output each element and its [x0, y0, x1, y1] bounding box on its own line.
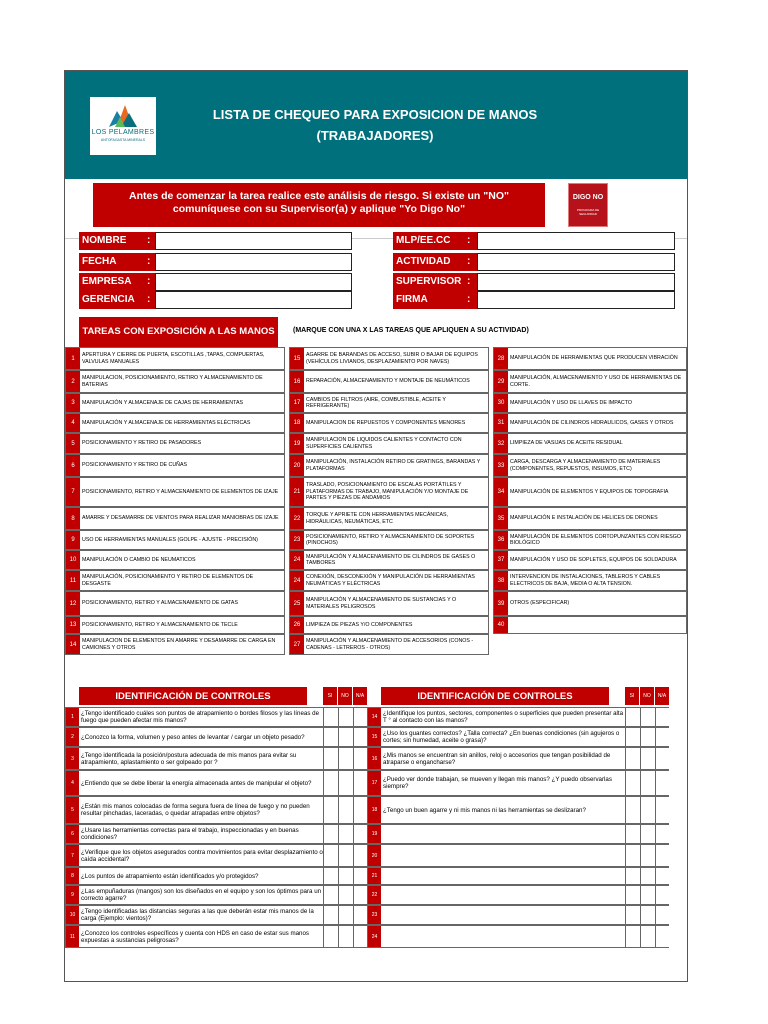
field-input-mlp-ee-cc[interactable] — [477, 232, 675, 250]
task-number: 5 — [66, 434, 80, 453]
task-item[interactable] — [289, 507, 489, 530]
answer-box-na[interactable] — [655, 886, 670, 904]
control-row — [65, 905, 367, 925]
task-item[interactable] — [289, 370, 489, 393]
task-item[interactable] — [289, 634, 489, 655]
task-label: POSICIONAMIENTO Y RETIRO DE CUÑAS — [82, 462, 188, 469]
answer-box-na[interactable] — [353, 748, 368, 769]
task-number: 20 — [290, 455, 304, 476]
task-number: 30 — [494, 394, 508, 412]
control-question — [383, 825, 625, 843]
answer-box-si[interactable] — [625, 708, 640, 726]
task-number: 37 — [494, 551, 508, 569]
company-logo — [90, 97, 156, 155]
control-question — [383, 926, 625, 947]
answer-box-na[interactable] — [353, 906, 368, 924]
task-label: MANIPULACION DE ELEMENTOS EN AMARRE Y DESAMARRE DE CARGA EN CAMIONES Y OTROS — [82, 638, 276, 651]
task-item[interactable] — [493, 530, 687, 550]
answer-box-no[interactable] — [338, 868, 353, 884]
task-label: MANIPULACIÓN Y ALMACENAJE DE HERRAMIENTAS ELÉCTRICAS — [82, 419, 251, 426]
task-item[interactable] — [493, 507, 687, 530]
control-row — [65, 747, 367, 770]
control-number: 19 — [368, 825, 381, 843]
answer-box-no[interactable] — [338, 748, 353, 769]
control-row — [65, 844, 367, 867]
task-label: MANIPULACIÓN DE CILINDROS HIDRAULICOS, GASES Y OTROS — [510, 419, 674, 426]
control-question: ¿Uso los guantes correctos? ¿Talla correcta? ¿En buenas condiciones (sin agujeros o cortes; sin humedad, aceite o grasa)? — [383, 730, 620, 744]
task-item[interactable] — [65, 507, 285, 530]
control-row — [367, 727, 669, 747]
column-header-si: SI — [624, 687, 639, 705]
control-question: ¿Tengo identificada la posición/postura adecuada de mis manos para evitar su atrapamiento, aplastamiento o ser golpeado por ? — [81, 751, 297, 766]
answer-box-no[interactable] — [338, 906, 353, 924]
task-number: 9 — [66, 531, 80, 549]
task-label: CONEXIÓN, DESCONEXIÓN Y MANIPULACIÓN DE HERRAMIENTAS NEUMÁTICAS Y ELÉCTRICAS — [306, 574, 475, 587]
answer-box-no[interactable] — [640, 845, 655, 866]
control-row — [367, 770, 669, 796]
control-question: ¿Las empuñaduras (mangos) son los diseñados en el equipo y son los óptimos para un correcto agarre? — [81, 888, 322, 902]
warning-banner: Antes de comenzar la tarea realice este análisis de riesgo. Si existe un "NO" comuníquese con su Supervisor(a) y aplique "Yo Digo No" — [93, 183, 545, 227]
answer-box-si[interactable] — [625, 728, 640, 746]
field-input-supervisor[interactable] — [477, 273, 675, 291]
answer-box-si[interactable] — [323, 797, 338, 823]
control-row — [65, 770, 367, 796]
task-item[interactable] — [65, 370, 285, 393]
control-question: ¿Identifique los puntos, sectores, componentes o superficies que pueden presentar alta T ° al contacto con las manos? — [383, 710, 624, 724]
field-label-nombre: NOMBRE : — [79, 232, 155, 250]
answer-box-no[interactable] — [640, 771, 655, 795]
task-item[interactable] — [289, 570, 489, 591]
answer-box-no[interactable] — [640, 797, 655, 823]
task-number: 27 — [290, 635, 304, 654]
task-number: 40 — [494, 617, 508, 633]
task-number: 18 — [290, 414, 304, 432]
task-label: MANIPULACIÓN Y ALMACENAMIENTO DE SUSTANCIAS Y O MATERIALES PELIGROSOS — [306, 597, 457, 610]
task-number: 24 — [290, 551, 304, 569]
control-question: ¿Entiendo que se debe liberar la energía almacenada antes de manipular el objeto? — [81, 779, 312, 787]
answer-box-na[interactable] — [353, 771, 368, 795]
control-number: 3 — [66, 748, 79, 769]
task-label: CARGA, DESCARGA Y ALMACENAMIENTO DE MATERIALES (COMPONENTES, REPUESTOS, INSUMOS, ETC) — [510, 459, 661, 472]
control-question: ¿Tengo un buen agarre y ni mis manos ni las herramientas se deslizaran? — [383, 806, 586, 814]
answer-box-na[interactable] — [353, 728, 368, 746]
control-number: 16 — [368, 748, 381, 769]
task-label: LIMPIEZA DE VASIJAS DE ACEITE RESIDUAL — [510, 440, 623, 447]
control-number: 4 — [66, 771, 79, 795]
task-number: 26 — [290, 617, 304, 633]
field-input-nombre[interactable] — [155, 232, 352, 250]
answer-box-si[interactable] — [625, 797, 640, 823]
control-number: 14 — [368, 708, 381, 726]
control-number: 2 — [66, 728, 79, 746]
answer-box-no[interactable] — [640, 868, 655, 884]
control-row — [65, 885, 367, 905]
answer-box-na[interactable] — [353, 845, 368, 866]
answer-box-si[interactable] — [323, 845, 338, 866]
answer-box-si[interactable] — [625, 825, 640, 843]
column-header-no: NO — [639, 687, 654, 705]
field-input-firma[interactable] — [477, 291, 675, 309]
control-row — [65, 707, 367, 727]
task-number: 28 — [494, 348, 508, 369]
task-number: 39 — [494, 592, 508, 615]
task-label: POSICIONAMIENTO Y RETIRO DE PASADORES — [82, 440, 202, 447]
answer-box-na[interactable] — [655, 748, 670, 769]
answer-box-si[interactable] — [323, 886, 338, 904]
control-row — [65, 925, 367, 948]
field-label-firma: FIRMA : — [393, 291, 477, 309]
answer-box-no[interactable] — [338, 728, 353, 746]
task-number: 3 — [66, 394, 80, 412]
task-item[interactable] — [289, 591, 489, 616]
field-label-gerencia: GERENCIA : — [79, 291, 155, 309]
control-row — [65, 824, 367, 844]
task-item[interactable] — [493, 570, 687, 591]
answer-box-na[interactable] — [655, 906, 670, 924]
task-label: MANIPULACIÓN Y USO DE SOPLETES, EQUIPOS DE SOLDADURA — [510, 556, 677, 563]
column-header-si: SI — [322, 687, 337, 705]
control-question: ¿Conozco la forma, volumen y peso antes de levantar / cargar un objeto pesado? — [81, 733, 305, 741]
control-number: 8 — [66, 868, 79, 884]
task-number: 16 — [290, 371, 304, 392]
task-number: 21 — [290, 478, 304, 506]
page-subtitle: (TRABAJADORES) — [316, 128, 434, 143]
answer-box-na[interactable] — [353, 926, 368, 947]
task-item[interactable] — [493, 413, 687, 433]
task-number: 15 — [290, 348, 304, 369]
answer-box-no[interactable] — [338, 926, 353, 947]
control-row — [65, 796, 367, 824]
badge-sublabel: PROGRAMA DE SEGURIDAD — [576, 208, 600, 216]
task-number: 35 — [494, 508, 508, 529]
answer-box-si[interactable] — [323, 748, 338, 769]
controls-title-right: IDENTIFICACIÓN DE CONTROLES — [381, 687, 609, 705]
task-label: MANIPULACIÓN Y ALMACENAMIENTO DE CILINDROS DE GASES O TAMBORES — [306, 553, 476, 566]
answer-box-na[interactable] — [353, 886, 368, 904]
task-label: REPARACIÓN, ALMACENAMIENTO Y MONTAJE DE NEUMÁTICOS — [306, 378, 470, 385]
control-row — [367, 925, 669, 948]
task-label: MANIPULACIÓN Y USO DE LLAVES DE IMPACTO — [510, 399, 632, 406]
task-label: MANIPULACIÓN Y ALMACENAJE DE CAJAS DE HERRAMIENTAS — [82, 399, 244, 406]
control-question: ¿Los puntos de atrapamiento están identificados y/o protegidos? — [81, 872, 259, 880]
task-item[interactable] — [65, 550, 285, 570]
task-label: TORQUE Y APRIETE CON HERRAMIENTAS MECÁNICAS, HIDRÁULICAS, NEUMÁTICAS, ETC — [306, 512, 449, 525]
task-item[interactable] — [493, 591, 687, 616]
answer-box-si[interactable] — [625, 906, 640, 924]
column-header-na: N/A — [352, 687, 367, 705]
task-item[interactable] — [65, 347, 285, 370]
answer-box-si[interactable] — [323, 708, 338, 726]
answer-box-na[interactable] — [655, 708, 670, 726]
answer-box-no[interactable] — [338, 708, 353, 726]
task-item[interactable] — [65, 433, 285, 454]
control-question — [383, 868, 625, 884]
answer-box-na[interactable] — [353, 797, 368, 823]
answer-box-na[interactable] — [655, 825, 670, 843]
task-label: USO DE HERRAMIENTAS MANUALES (GOLPE - AJUSTE - PRECISIÓN) — [82, 536, 258, 543]
task-number: 34 — [494, 478, 508, 506]
control-number: 18 — [368, 797, 381, 823]
task-number: 4 — [66, 414, 80, 432]
task-item[interactable] — [493, 454, 687, 477]
answer-box-si[interactable] — [323, 926, 338, 947]
task-item[interactable] — [289, 413, 489, 433]
task-label: AMARRE Y DESAMARRE DE VIENTOS PARA REALIZAR MANIOBRAS DE IZAJE — [82, 515, 279, 522]
task-label: MANIPULACIÓN Y ALMACENAMIENTO DE ACCESORIOS (CONOS - CADENAS - LETREROS - OTROS) — [306, 638, 474, 651]
task-number: 7 — [66, 478, 80, 506]
task-label: MANIPULACIÓN DE HERRAMIENTAS QUE PRODUCEN VIBRACIÓN — [510, 355, 678, 362]
task-number: 32 — [494, 434, 508, 453]
answer-box-no[interactable] — [338, 825, 353, 843]
task-label — [510, 618, 684, 632]
logo-subtitle: ANTOFAGASTA MINERALS — [100, 138, 146, 142]
task-number: 17 — [290, 394, 304, 412]
task-label: POSICIONAMIENTO, RETIRO Y ALMACENAMIENTO DE TECLE — [82, 621, 238, 628]
control-number: 5 — [66, 797, 79, 823]
control-question: ¿Mis manos se encuentran sin anillos, reloj o accesorios que tengan posibilidad de atraparse o engancharse? — [383, 751, 611, 766]
task-item[interactable] — [65, 570, 285, 591]
task-label: INTERVENCION DE INSTALACIONES, TABLEROS Y CABLES ELECTRICOS DE BAJA, MEDIA O ALTA TENSION. — [510, 574, 661, 587]
control-question — [383, 886, 625, 904]
task-item[interactable] — [289, 347, 489, 370]
task-item[interactable] — [289, 454, 489, 477]
mountain-logo-icon — [107, 99, 139, 129]
answer-box-na[interactable] — [655, 868, 670, 884]
task-item[interactable] — [65, 634, 285, 655]
answer-box-no[interactable] — [338, 797, 353, 823]
control-row — [367, 867, 669, 885]
control-number: 20 — [368, 845, 381, 866]
task-item[interactable] — [289, 616, 489, 634]
control-number: 6 — [66, 825, 79, 843]
answer-box-no[interactable] — [640, 728, 655, 746]
control-question — [383, 845, 625, 866]
task-label: POSICIONAMIENTO, RETIRO Y ALMACENAMIENTO DE ELEMENTOS DE IZAJE — [82, 488, 279, 495]
control-number: 1 — [66, 708, 79, 726]
task-number: 6 — [66, 455, 80, 476]
task-item[interactable] — [493, 477, 687, 507]
task-item[interactable] — [65, 454, 285, 477]
control-question: ¿Puedo ver donde trabajan, se mueven y llegan mis manos? ¿Y puedo observarlas siempre? — [383, 776, 612, 790]
tasks-section-title: TAREAS CON EXPOSICIÓN A LAS MANOS — [79, 317, 278, 347]
field-label-fecha: FECHA : — [79, 253, 155, 271]
control-question: ¿Tengo identificadas las distancias seguras a las que deberán estar mis manos de la carga (Ejemplo: vientos)? — [81, 908, 314, 922]
answer-box-si[interactable] — [625, 748, 640, 769]
control-question: ¿Tengo identificado cuáles son puntos de atrapamiento o bordes filosos y las líneas de fuego que pueden afectar mis manos? — [81, 710, 320, 724]
task-number: 13 — [66, 617, 80, 633]
column-header-na: N/A — [654, 687, 669, 705]
task-label: MANIPULACIÓN, POSICIONAMIENTO Y RETIRO DE ELEMENTOS DE DESGASTE — [82, 574, 254, 587]
task-number: 33 — [494, 455, 508, 476]
task-item[interactable] — [289, 550, 489, 570]
answer-box-na[interactable] — [353, 708, 368, 726]
task-item[interactable] — [65, 477, 285, 507]
answer-box-na[interactable] — [655, 771, 670, 795]
control-row — [367, 905, 669, 925]
task-label: AGARRE DE BARANDAS DE ACCESO, SUBIR O BAJAR DE EQUIPOS (VEHÍCULOS LIVIANOS, DESPLAZAMIENTO POR NAVES) — [306, 352, 478, 365]
task-label: MANIPULACIÓN E INSTALACIÓN DE HELICES DE DRONES — [510, 515, 658, 522]
answer-box-si[interactable] — [323, 771, 338, 795]
yo-digo-no-badge — [568, 183, 608, 227]
answer-box-si[interactable] — [625, 926, 640, 947]
control-row — [367, 844, 669, 867]
task-item[interactable] — [65, 530, 285, 550]
answer-box-no[interactable] — [338, 886, 353, 904]
task-number: 22 — [290, 508, 304, 529]
task-label: MANIPULACIÓN, INSTALACIÓN RETIRO DE GRATINGS, BARANDAS Y PLATAFORMAS — [306, 459, 481, 472]
header — [65, 71, 687, 179]
task-item[interactable] — [493, 393, 687, 413]
task-number: 25 — [290, 592, 304, 615]
task-number: 12 — [66, 592, 80, 615]
checklist-sheet — [64, 70, 688, 982]
control-row — [367, 796, 669, 824]
field-input-fecha[interactable] — [155, 253, 352, 271]
task-label: APERTURA Y CIERRE DE PUERTA, ESCOTILLAS ,TAPAS, COMPUERTAS, VALVULAS MANUALES — [82, 352, 265, 365]
control-number: 22 — [368, 886, 381, 904]
task-item[interactable] — [289, 477, 489, 507]
control-number: 23 — [368, 906, 381, 924]
task-label: MANIPULACIÓN O CAMBIO DE NEUMATICOS — [82, 556, 196, 563]
task-label: TRASLADO, POSICIONAMIENTO DE ESCALAS PORTÁTILES Y PLATAFORMAS DE TRABAJO, MANIPULACIÓN Y/O MONTAJE DE PARTES Y PIEZAS DE ANDAMIOS — [306, 482, 469, 502]
answer-box-na[interactable] — [353, 868, 368, 884]
task-number: 2 — [66, 371, 80, 392]
control-number: 24 — [368, 926, 381, 947]
control-row — [367, 824, 669, 844]
answer-box-no[interactable] — [640, 748, 655, 769]
answer-box-na[interactable] — [655, 728, 670, 746]
answer-box-no[interactable] — [640, 708, 655, 726]
field-label-actividad: ACTIVIDAD : — [393, 253, 477, 271]
badge-label: DIGO NO — [572, 194, 604, 201]
task-item[interactable] — [65, 616, 285, 634]
control-row — [65, 867, 367, 885]
column-header-no: NO — [337, 687, 352, 705]
task-item[interactable] — [493, 550, 687, 570]
tasks-instruction: (MARQUE CON UNA X LAS TAREAS QUE APLIQUEN A SU ACTIVIDAD) — [293, 327, 529, 334]
task-number: 19 — [290, 434, 304, 453]
task-item[interactable] — [493, 370, 687, 393]
task-label: MANIPULACION DE LIQUIDOS CALIENTES Y CONTACTO CON SUPERFICIES CALIENTES — [306, 437, 462, 450]
task-item[interactable] — [65, 393, 285, 413]
control-question: ¿Verifique que los objetos asegurados contra movimientos para evitar desplazamiento o caída accidental? — [81, 848, 323, 863]
answer-box-si[interactable] — [323, 868, 338, 884]
task-item[interactable] — [493, 347, 687, 370]
task-number: 23 — [290, 531, 304, 549]
task-number: 24 — [290, 571, 304, 590]
task-number: 8 — [66, 508, 80, 529]
control-row — [367, 885, 669, 905]
field-label-empresa: EMPRESA : — [79, 273, 155, 291]
answer-box-si[interactable] — [323, 728, 338, 746]
field-label-supervisor: SUPERVISOR : — [393, 273, 477, 291]
answer-box-no[interactable] — [338, 771, 353, 795]
answer-box-si[interactable] — [323, 825, 338, 843]
answer-box-no[interactable] — [640, 825, 655, 843]
task-number: 14 — [66, 635, 80, 654]
task-item[interactable] — [289, 393, 489, 413]
task-number: 36 — [494, 531, 508, 549]
task-label: MANIPULACIÓN, ALMACENAMIENTO Y USO DE HERRAMIENTAS DE CORTE. — [510, 375, 682, 388]
control-number: 21 — [368, 868, 381, 884]
answer-box-si[interactable] — [323, 906, 338, 924]
control-number: 7 — [66, 845, 79, 866]
control-number: 11 — [66, 926, 79, 947]
task-item[interactable] — [493, 616, 687, 634]
task-number: 31 — [494, 414, 508, 432]
answer-box-si[interactable] — [625, 886, 640, 904]
task-item[interactable] — [493, 433, 687, 454]
control-number: 9 — [66, 886, 79, 904]
control-question: ¿Conozco los controles específicos y cuenta con HDS en caso de estar sus manos expuestas a sustancias peligrosas? — [81, 929, 310, 944]
task-item[interactable] — [65, 413, 285, 433]
answer-box-no[interactable] — [640, 886, 655, 904]
control-question — [383, 906, 625, 924]
task-number: 38 — [494, 571, 508, 590]
control-question: ¿Están mis manos colocadas de forma segura fuera de línea de fuego y no pueden resultar pinchadas, laceradas, o quedar atrapadas entre objetos? — [81, 803, 310, 817]
logo-name: LOS PELAMBRES — [91, 129, 155, 136]
control-row — [367, 747, 669, 770]
task-item[interactable] — [289, 530, 489, 550]
task-label: LIMPIEZA DE PIEZAS Y/O COMPONENTES — [306, 621, 413, 628]
field-input-gerencia[interactable] — [155, 291, 352, 309]
answer-box-si[interactable] — [625, 771, 640, 795]
answer-box-si[interactable] — [625, 868, 640, 884]
task-label: POSICIONAMIENTO, RETIRO Y ALMACENAMIENTO DE GATAS — [82, 600, 238, 607]
answer-box-na[interactable] — [353, 825, 368, 843]
task-label: MANIPULACIÓN DE ELEMENTOS CORTOPUNZANTES CON RIESGO BIOLÓGICO — [510, 533, 682, 546]
warning-section — [65, 179, 687, 239]
task-label: OTROS (ESPECIFICAR) — [510, 600, 570, 607]
task-label: MANIPULACION DE REPUESTOS Y COMPONENTES MENORES — [306, 419, 466, 426]
task-item[interactable] — [289, 433, 489, 454]
control-row — [65, 727, 367, 747]
field-input-empresa[interactable] — [155, 273, 352, 291]
answer-box-na[interactable] — [655, 797, 670, 823]
task-label: MANIPULACION, POSICIONAMIENTO, RETIRO Y ALMACENAMIENTO DE BATERIAS — [82, 375, 263, 388]
task-number: 29 — [494, 371, 508, 392]
answer-box-na[interactable] — [655, 845, 670, 866]
task-number: 11 — [66, 571, 80, 590]
control-row — [367, 707, 669, 727]
control-number: 10 — [66, 906, 79, 924]
control-question: ¿Usare las herramientas correctas para el trabajo, inspeccionadas y en buenas condiciones? — [81, 827, 299, 841]
answer-box-no[interactable] — [640, 906, 655, 924]
task-label: MANIPULACIÓN DE ELEMENTOS Y EQUIPOS DE TOPOGRAFIA — [510, 488, 669, 495]
task-number: 1 — [66, 348, 80, 369]
controls-title-left: IDENTIFICACIÓN DE CONTROLES — [79, 687, 307, 705]
page-title: LISTA DE CHEQUEO PARA EXPOSICION DE MANOS — [212, 107, 538, 122]
control-number: 17 — [368, 771, 381, 795]
answer-box-na[interactable] — [655, 926, 670, 947]
task-label: CAMBIOS DE FILTROS (AIRE, COMBUSTIBLE, ACEITE Y REFRIGERANTE) — [306, 396, 446, 409]
task-label: POSICIONAMIENTO, RETIRO Y ALMACENAMIENTO DE SOPORTES (PINOCHOS) — [306, 533, 475, 546]
field-input-actividad[interactable] — [477, 253, 675, 271]
task-number: 10 — [66, 551, 80, 569]
task-item[interactable] — [65, 591, 285, 616]
answer-box-no[interactable] — [338, 845, 353, 866]
answer-box-no[interactable] — [640, 926, 655, 947]
answer-box-si[interactable] — [625, 845, 640, 866]
control-number: 15 — [368, 728, 381, 746]
field-label-mlp-ee-cc: MLP/EE.CC : — [393, 232, 477, 250]
